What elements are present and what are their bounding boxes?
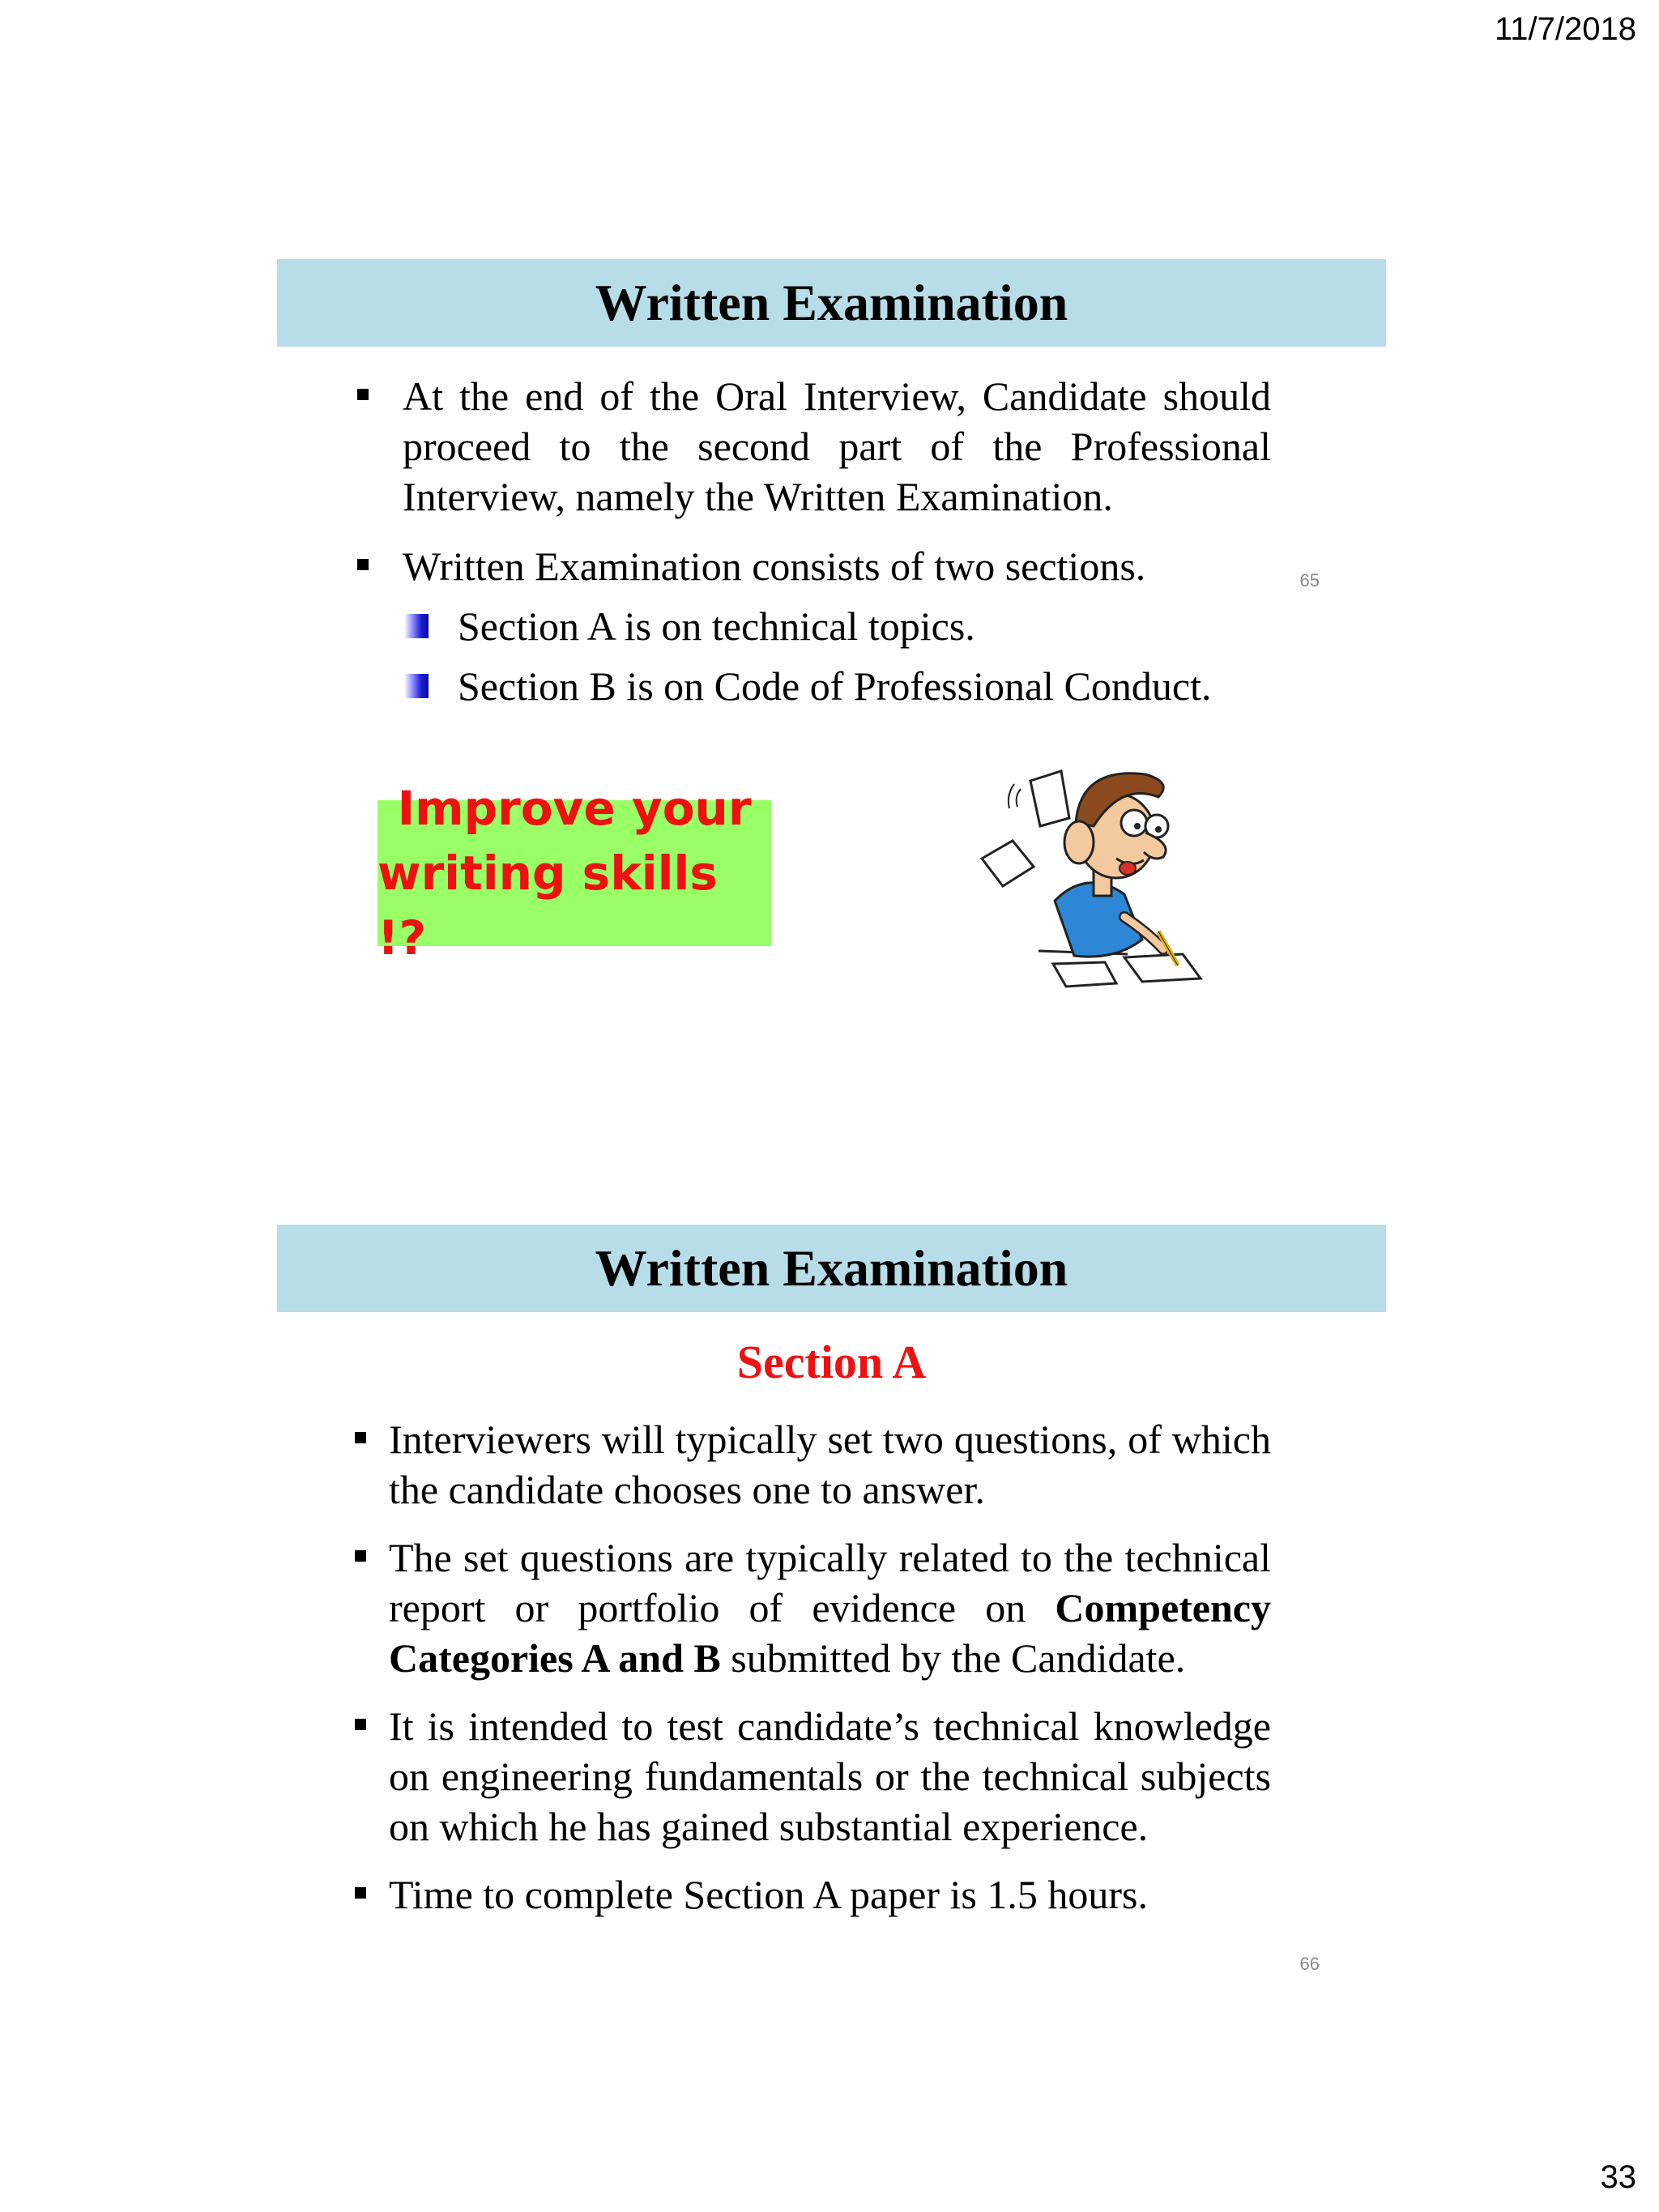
gradient-square-bullet-icon bbox=[404, 674, 429, 698]
sub-bullet-text: Section B is on Code of Professional Conduct. bbox=[458, 663, 1212, 709]
bullet-text: Interviewers will typically set two questions, of which the candidate chooses one to answer. bbox=[389, 1417, 1271, 1512]
square-bullet-icon bbox=[357, 559, 369, 570]
bullet-list bbox=[389, 1414, 1271, 1920]
bullet-text-post: submitted by the Candidate. bbox=[720, 1635, 1186, 1681]
writing-skills-callout bbox=[377, 781, 771, 965]
bullet-item bbox=[389, 1701, 1271, 1852]
callout-line-2: writing skills !? bbox=[377, 846, 718, 965]
bullet-text: It is intended to test candidate’s technical knowledge on engineering fundamentals or the technical subjects on which he has gained substantial experience. bbox=[389, 1703, 1271, 1849]
slide-66 bbox=[277, 1225, 1386, 2065]
slide-title-bar bbox=[277, 1225, 1386, 1312]
slide-65 bbox=[277, 259, 1386, 1100]
section-heading: Section A bbox=[736, 1336, 927, 1388]
bullet-item bbox=[403, 371, 1271, 522]
slide-number: 66 bbox=[1299, 1954, 1320, 1974]
bullet-item bbox=[389, 1414, 1271, 1515]
gradient-square-bullet-icon bbox=[404, 614, 429, 638]
bullet-text: Time to complete Section A paper is 1.5 hours. bbox=[389, 1872, 1148, 1917]
square-bullet-icon bbox=[355, 1719, 366, 1730]
bullet-list bbox=[403, 371, 1271, 711]
page-date: 11/7/2018 bbox=[1495, 11, 1636, 47]
bullet-text-pre: The set questions are typically related to the technical report or portfolio of evidence on bbox=[389, 1535, 1271, 1630]
sub-bullet-text: Section A is on technical topics. bbox=[458, 603, 975, 649]
bullet-text: At the end of the Oral Interview, Candidate should proceed to the second part of the Professional Interview, namely the Written Examination. bbox=[403, 373, 1271, 519]
sub-bullet-item bbox=[458, 661, 1271, 711]
bullet-item bbox=[389, 1532, 1271, 1683]
bullet-item bbox=[403, 541, 1271, 711]
stressed-writer-cartoon-icon bbox=[966, 739, 1209, 998]
bullet-bold-text: Competency Categories A and B bbox=[389, 1585, 1271, 1681]
sub-bullet-list bbox=[458, 601, 1271, 711]
slide-title: Written Examination bbox=[595, 274, 1068, 331]
slide-title: Written Examination bbox=[595, 1239, 1068, 1297]
slide-title-bar bbox=[277, 259, 1386, 347]
square-bullet-icon bbox=[355, 1432, 366, 1443]
slide-number: 65 bbox=[1299, 570, 1320, 590]
bullet-item bbox=[389, 1869, 1271, 1920]
sub-bullet-item bbox=[458, 601, 1271, 651]
square-bullet-icon bbox=[355, 1550, 366, 1562]
page-number: 33 bbox=[1600, 2159, 1636, 2195]
bullet-text: Written Examination consists of two sections. bbox=[403, 543, 1146, 589]
square-bullet-icon bbox=[357, 389, 369, 400]
callout-line-1: Improve your bbox=[397, 781, 752, 836]
square-bullet-icon bbox=[355, 1887, 366, 1899]
